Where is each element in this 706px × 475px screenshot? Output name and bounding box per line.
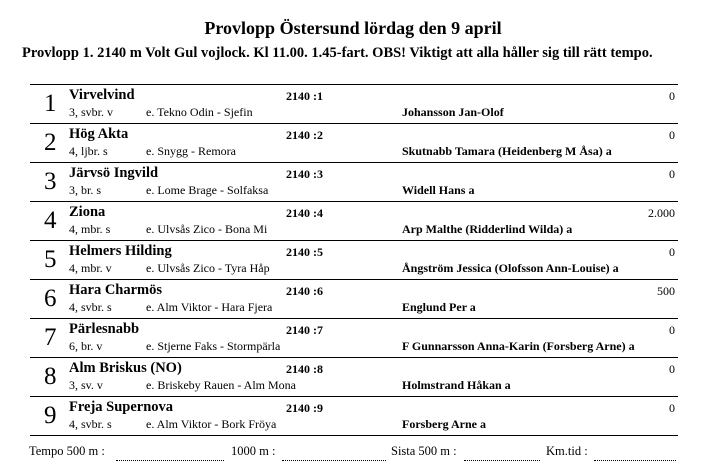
horse-name: Virvelvind bbox=[69, 87, 135, 103]
driver-name: Arp Malthe (Ridderlind Wilda) a bbox=[402, 222, 573, 236]
start-number: 5 bbox=[44, 246, 57, 273]
horse-row bbox=[30, 396, 678, 436]
horse-pedigree: e. Snygg - Remora bbox=[146, 144, 236, 158]
horse-info: 6, br. v bbox=[69, 339, 103, 353]
horse-list bbox=[30, 84, 678, 436]
horse-info: 4, svbr. s bbox=[69, 417, 112, 431]
driver-name: Forsberg Arne a bbox=[402, 417, 486, 431]
horse-row bbox=[30, 201, 678, 240]
earnings: 0 bbox=[669, 401, 675, 415]
start-distance: 2140 :6 bbox=[286, 284, 323, 298]
horse-pedigree: e. Lome Brage - Solfaksa bbox=[146, 183, 269, 197]
page-title: Provlopp Östersund lördag den 9 april bbox=[204, 18, 502, 38]
earnings: 0 bbox=[669, 323, 675, 337]
horse-pedigree: e. Stjerne Faks - Stormpärla bbox=[146, 339, 281, 353]
start-distance: 2140 :8 bbox=[286, 362, 323, 376]
horse-name: Hara Charmös bbox=[69, 282, 163, 298]
horse-name: Helmers Hilding bbox=[69, 243, 172, 259]
start-number: 6 bbox=[44, 285, 57, 312]
earnings: 2.000 bbox=[648, 206, 675, 220]
start-distance: 2140 :9 bbox=[286, 401, 323, 415]
horse-info: 4, mbr. v bbox=[69, 261, 112, 275]
tempo-500-label: Tempo 500 m : bbox=[29, 444, 105, 458]
horse-row bbox=[30, 162, 678, 201]
horse-row bbox=[30, 123, 678, 162]
horse-info: 4, mbr. s bbox=[69, 222, 111, 236]
horse-row bbox=[30, 357, 678, 396]
horse-name: Pärlesnabb bbox=[69, 321, 140, 337]
driver-name: Ångström Jessica (Olofsson Ann-Louise) a bbox=[402, 261, 619, 275]
start-distance: 2140 :3 bbox=[286, 167, 323, 181]
driver-name: Englund Per a bbox=[402, 300, 476, 314]
start-number: 1 bbox=[44, 90, 57, 117]
start-distance: 2140 :1 bbox=[286, 89, 323, 103]
driver-name: Holmstrand Håkan a bbox=[402, 378, 511, 392]
horse-pedigree: e. Ulvsås Zico - Tyra Håp bbox=[146, 261, 270, 275]
tempo-500-field[interactable] bbox=[116, 460, 224, 461]
driver-name: Widell Hans a bbox=[402, 183, 475, 197]
horse-row bbox=[30, 318, 678, 357]
horse-name: Ziona bbox=[69, 204, 106, 220]
start-distance: 2140 :4 bbox=[286, 206, 323, 220]
horse-row bbox=[30, 240, 678, 279]
km1000-field[interactable] bbox=[282, 460, 386, 461]
start-number: 3 bbox=[44, 168, 57, 195]
sista-500-label: Sista 500 m : bbox=[391, 444, 457, 458]
driver-name: Johansson Jan-Olof bbox=[402, 105, 504, 119]
sista-500-field[interactable] bbox=[464, 460, 540, 461]
kmtid-label: Km.tid : bbox=[546, 444, 588, 458]
km1000-label: 1000 m : bbox=[231, 444, 276, 458]
start-number: 2 bbox=[44, 129, 57, 156]
horse-pedigree: e. Briskeby Rauen - Alm Mona bbox=[146, 378, 296, 392]
start-number: 4 bbox=[44, 207, 57, 234]
earnings: 500 bbox=[657, 284, 675, 298]
earnings: 0 bbox=[669, 245, 675, 259]
start-number: 9 bbox=[44, 402, 57, 429]
horse-name: Alm Briskus (NO) bbox=[69, 360, 182, 376]
start-distance: 2140 :5 bbox=[286, 245, 323, 259]
kmtid-field[interactable] bbox=[594, 460, 676, 461]
horse-name: Freja Supernova bbox=[69, 399, 174, 415]
horse-name: Hög Akta bbox=[69, 126, 129, 142]
earnings: 0 bbox=[669, 362, 675, 376]
start-distance: 2140 :7 bbox=[286, 323, 323, 337]
race-description: Provlopp 1. 2140 m Volt Gul vojlock. Kl 11.00. 1.45-fart. OBS! Viktigt att alla håller sig till rätt tempo. bbox=[22, 45, 653, 61]
horse-info: 3, svbr. v bbox=[69, 105, 114, 119]
horse-info: 3, sv. v bbox=[69, 378, 103, 392]
earnings: 0 bbox=[669, 89, 675, 103]
start-number: 8 bbox=[44, 363, 57, 390]
horse-pedigree: e. Ulvsås Zico - Bona Mi bbox=[146, 222, 268, 236]
driver-name: F Gunnarsson Anna-Karin (Forsberg Arne) a bbox=[402, 339, 635, 353]
horse-row bbox=[30, 84, 678, 123]
horse-info: 4, svbr. s bbox=[69, 300, 112, 314]
start-number: 7 bbox=[44, 324, 57, 351]
horse-name: Järvsö Ingvild bbox=[69, 165, 159, 181]
horse-row bbox=[30, 279, 678, 318]
horse-pedigree: e. Alm Viktor - Hara Fjera bbox=[146, 300, 273, 314]
start-distance: 2140 :2 bbox=[286, 128, 323, 142]
earnings: 0 bbox=[669, 167, 675, 181]
earnings: 0 bbox=[669, 128, 675, 142]
horse-info: 4, ljbr. s bbox=[69, 144, 108, 158]
horse-pedigree: e. Tekno Odin - Sjefin bbox=[146, 105, 253, 119]
horse-pedigree: e. Alm Viktor - Bork Fröya bbox=[146, 417, 277, 431]
horse-info: 3, br. s bbox=[69, 183, 102, 197]
driver-name: Skutnabb Tamara (Heidenberg M Åsa) a bbox=[402, 144, 612, 158]
